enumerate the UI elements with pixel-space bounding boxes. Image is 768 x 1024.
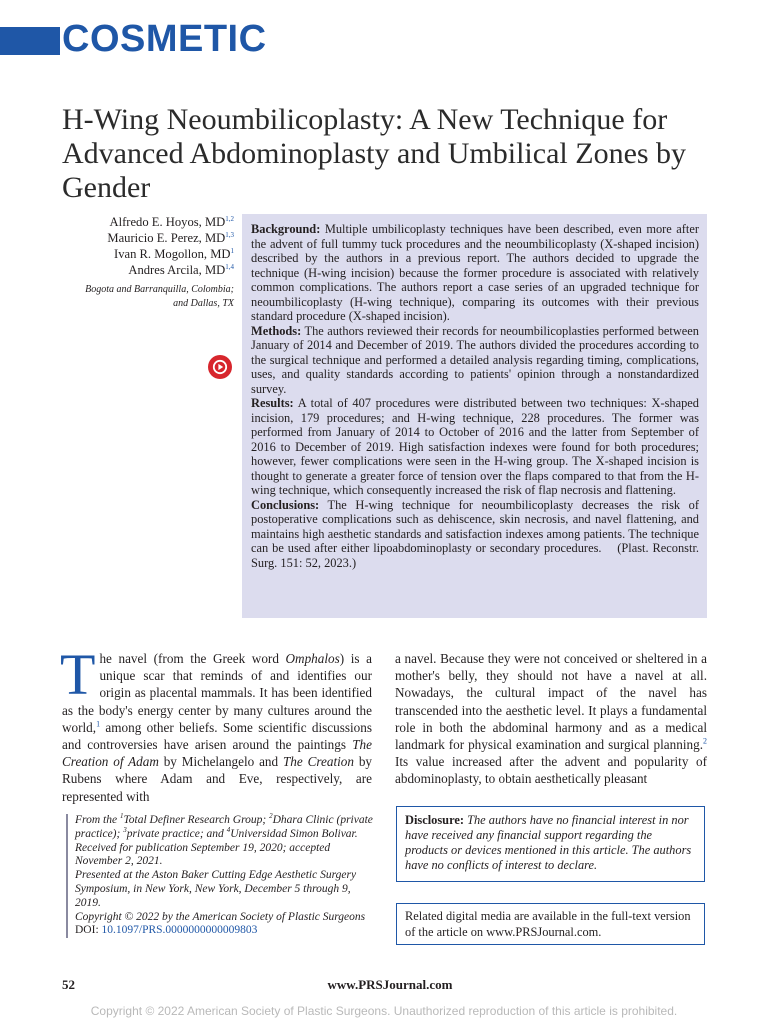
body-text-right: a navel. Because they were not conceived or sheltered in a mother's belly, they should not have a navel at all. Nowadays, the cultural impact of the navel has transcended into the aesthetic level. It plays a fundamental role in both the abdominal harmony and as a medical landmark for physical examination and surgical planning.$^2$ Its value increased after the advent and popularity of abdominoplasty, to obtain aesthetically pleasant [395,651,707,787]
abstract-background: Background: Multiple umbilicoplasty techniques have been described, even more after the advent of full tummy tuck procedures and the neoumbilicoplasty (X-shaped incision) described by the authors in a previous report. The authors decided to upgrade the technique (H-wing incision) because the former procedure is associated with relatively common complications. The authors report a case series of an upgraded technique for neoumbilicoplasty (H-wing technique), comparing its outcomes with their previous standard procedure (X-shaped incision). [251,222,699,323]
disclosure-text: The authors have no financial interest in nor have received any financial support regarding the products or devices mentioned in this article. The authors have no conflicts of interest to declare. [405,813,692,872]
author-location: Bogota and Barranquilla, Colombia; and Dallas, TX [85,284,234,309]
reference-link[interactable]: 1 [96,719,101,729]
drop-cap: T [60,642,96,707]
author-name[interactable]: Mauricio E. Perez, MD$^{1,3}$ [107,230,234,245]
copyright-note: Copyright © 2022 by the American Society of Plastic Surgeons [75,910,366,923]
doi-link[interactable]: 10.1097/PRS.0000000000009803 [101,924,258,937]
doi-line: DOI: 10.1097/PRS.0000000000009803 [75,924,258,937]
video-play-icon[interactable] [208,355,232,379]
received-note: Received for publication September 19, 2020; accepted November 2, 2021. [75,841,331,868]
copyright-watermark: Copyright © 2022 American Society of Plastic Surgeons. Unauthorized reproduction of this article is prohibited. [90,1004,678,1018]
digital-media-note: Related digital media are available in the full-text version of the article on www.PRSJournal.com. [396,903,705,945]
affiliations-note: From the $^1$Total Definer Research Group; $^2$Dhara Clinic (private practice); $^3$private practice; and $^4$Universidad Simon Bolivar. [75,812,373,840]
author-affiliation-ref: 1,4 [225,262,234,271]
author-name[interactable]: Andres Arcila, MD$^{1,4}$ [128,262,234,277]
author-affiliation-ref: 1 [230,246,234,255]
section-label: COSMETIC [62,18,267,60]
article-footnote [66,814,374,938]
journal-citation: (Plast. Reconstr. Surg. 151: 52, 2023.) [251,541,699,570]
disclosure-label: Disclosure: [405,813,464,827]
article-title: H-Wing Neoumbilicoplasty: A New Technique for Advanced Abdominoplasty and Umbilical Zones by Gender [62,103,687,204]
reference-link[interactable]: 2 [703,736,707,746]
page-number: 52 [62,977,75,992]
abstract-box [242,214,707,618]
abstract-results: Results: A total of 407 procedures were distributed between two techniques: X-shaped incision, 179 procedures; and H-wing technique, 228 procedures. The former was performed from January of 2014 to October of 2016 and the latter from September of 2016 to December of 2019. High satisfaction indexes were found for both procedures; however, fewer complications were seen in the H-wing group. The X-shaped incision is thought to generate a greater force of tension over the flaps compared to that from the H-wing technique, which consequently increased the risk of flap necrosis and flattening. [251,396,700,497]
author-name[interactable]: Alfredo E. Hoyos, MD$^{1,2}$ [109,214,234,229]
disclosure-box [396,806,705,882]
body-text-left: The navel (from the Greek word Omphalos) is a unique scar that reminds of and identifies our origin as placental mammals. It has been identified as the body's energy center by many cultures around the world,$^1$ among other beliefs. Some scientific discussions and controversies have arisen around the paintings The Creation of Adam by Michelangelo and The Creation by Rubens where Adam and Eve, respectively, are represented with [60,642,373,804]
abstract-methods: Methods: The authors reviewed their records for neoumbilicoplasties performed between January of 2014 and December of 2019. The authors divided the procedures according to the surgical technique and performed a detailed analysis regarding timing, complications, uses, and quality standards according to patients' opinion through a nonstandardized survey. [251,323,699,396]
presented-note: Presented at the Aston Baker Cutting Edge Aesthetic Surgery Symposium, in New York, New York, December 5 through 9, 2019. [75,869,357,909]
section-color-bar [0,27,60,55]
journal-website[interactable]: www.PRSJournal.com [327,977,453,992]
author-affiliation-ref: 1,3 [225,230,234,239]
abstract-conclusions: Conclusions: The H-wing technique for neoumbilicoplasty decreases the risk of postoperative complications such as dehiscence, skin necrosis, and navel flattening, and maintains high aesthetic standards and satisfaction indexes among patients. The technique can be used after either lipoabdominoplasty or secondary procedures. (Plast. Reconstr. Surg. 151: 52, 2023.) [251,497,700,570]
author-name[interactable]: Ivan R. Mogollon, $MD^1$ [114,246,234,261]
author-list [70,214,234,311]
author-affiliation-ref: 1,2 [225,214,234,223]
